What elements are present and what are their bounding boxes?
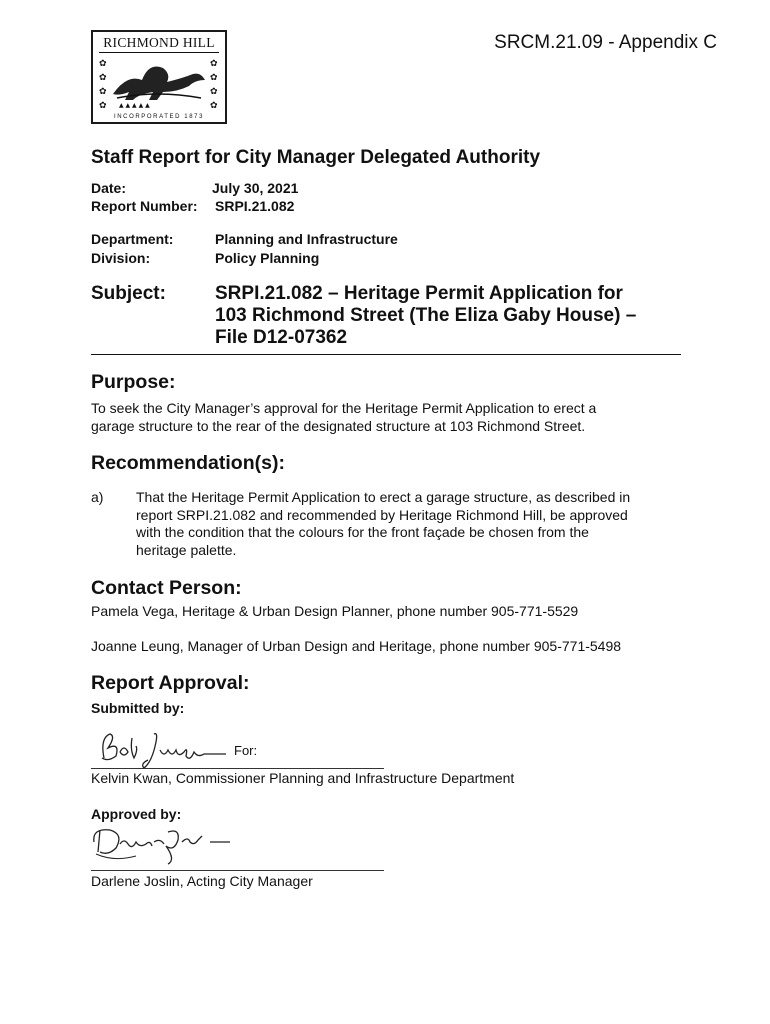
date-value: July 30, 2021	[212, 180, 299, 196]
recommendation-line: with the condition that the colours for the front façade be chosen from the	[136, 524, 589, 540]
department-label: Department:	[91, 231, 174, 247]
for-label: For:	[234, 743, 258, 758]
contact-heading: Contact Person:	[91, 577, 242, 599]
svg-text:✿: ✿	[99, 101, 107, 110]
purpose-line: To seek the City Manager’s approval for the Heritage Permit Application to erect a	[91, 400, 597, 416]
approver-name: Darlene Joslin, Acting City Manager	[91, 873, 313, 889]
department-value: Planning and Infrastructure	[215, 231, 398, 247]
appendix-label: SRCM.21.09 - Appendix C	[494, 32, 717, 53]
svg-text:▲ ▲ ▲ ▲ ▲: ▲ ▲ ▲ ▲ ▲	[119, 102, 150, 109]
logo-divider	[99, 52, 219, 53]
approver-signature	[90, 822, 240, 868]
submitted-by-label: Submitted by:	[91, 700, 185, 716]
svg-text:✿: ✿	[210, 73, 218, 83]
svg-text:✿: ✿	[99, 87, 107, 97]
svg-text:✿: ✿	[210, 101, 218, 110]
report-title: Staff Report for City Manager Delegated Authority	[91, 147, 541, 168]
logo-name: RICHMOND HILL	[103, 35, 215, 50]
subject-divider	[91, 354, 681, 355]
recommendation-marker: a)	[91, 489, 104, 505]
svg-text:✿: ✿	[210, 59, 218, 69]
date-label: Date:	[91, 180, 127, 196]
recommendations-heading: Recommendation(s):	[91, 452, 285, 474]
recommendation-line: report SRPI.21.082 and recommended by Heritage Richmond Hill, be approved	[136, 506, 628, 523]
purpose-text	[91, 400, 596, 435]
recommendation-line: heritage palette.	[136, 541, 237, 558]
division-value: Policy Planning	[215, 250, 320, 266]
contact-person-1: Pamela Vega, Heritage & Urban Design Planner, phone number 905-771-5529	[91, 603, 579, 619]
subject-line: File D12-07362	[215, 327, 348, 348]
svg-text:✿: ✿	[210, 87, 218, 97]
report-number-label: Report Number:	[91, 198, 198, 214]
report-number-value: SRPI.21.082	[215, 198, 295, 214]
purpose-line: garage structure to the rear of the designated structure at 103 Richmond Street.	[91, 417, 586, 434]
lion-crest-icon	[97, 54, 221, 110]
approver-signature-line	[91, 870, 384, 871]
subject-text	[215, 283, 685, 349]
svg-text:✿: ✿	[99, 73, 107, 83]
contact-person-2: Joanne Leung, Manager of Urban Design and Heritage, phone number 905-771-5498	[91, 638, 622, 654]
subject-label: Subject:	[91, 283, 166, 304]
subject-line: 103 Richmond Street (The Eliza Gaby House) –	[215, 305, 637, 326]
submitter-name: Kelvin Kwan, Commissioner Planning and Infrastructure Department	[91, 770, 515, 786]
richmond-hill-logo	[91, 30, 227, 124]
subject-line: SRPI.21.082 – Heritage Permit Application for	[215, 283, 623, 304]
logo-incorporated: INCORPORATED 1873	[113, 114, 205, 120]
approved-by-label: Approved by:	[91, 806, 182, 822]
approval-heading: Report Approval:	[91, 672, 250, 694]
submitter-signature-line	[91, 768, 384, 769]
recommendation-line: That the Heritage Permit Application to erect a garage structure, as described in	[136, 489, 631, 505]
recommendation-item	[136, 489, 630, 559]
svg-text:✿: ✿	[99, 59, 107, 69]
purpose-heading: Purpose:	[91, 371, 176, 393]
division-label: Division:	[91, 250, 151, 266]
